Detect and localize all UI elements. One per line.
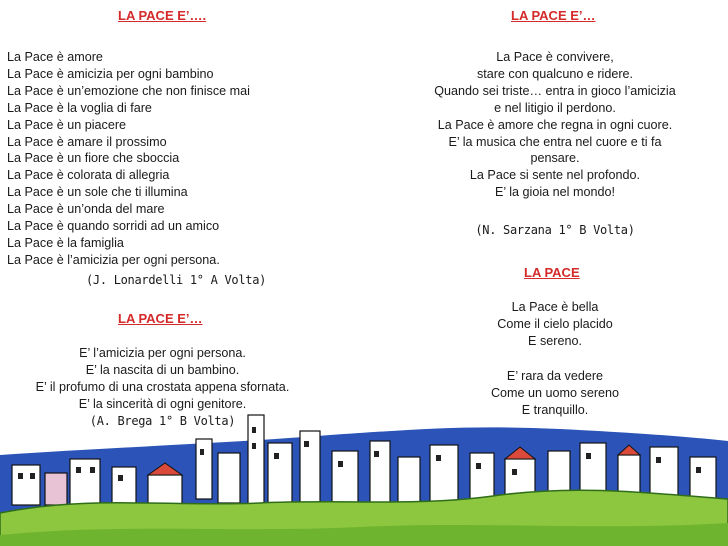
poem3-line: La Pace si sente nel profondo.: [469, 168, 641, 183]
poem4-line: E’ rara da vedere: [506, 369, 604, 383]
poem1-line: La Pace è l’amicizia per ogni persona.: [7, 252, 220, 267]
poem2-line: E’ l’amicizia per ogni persona.: [79, 346, 246, 360]
poem4-stanza1: [410, 299, 700, 350]
poem4-line: Come un uomo sereno: [490, 385, 620, 400]
poem4-line: Come il cielo placido: [497, 316, 613, 331]
poem2-line: E’ la sincerità di ogni genitore.: [78, 396, 247, 411]
poem1-line: La Pace è un sole che ti illumina: [7, 185, 188, 200]
poem1-line: La Pace è un’emozione che non finisce mai: [7, 83, 250, 98]
poem3-line: E’ la gioia nel mondo!: [495, 185, 615, 200]
village-illustration: [0, 395, 728, 546]
poem1-line: La Pace è la famiglia: [7, 235, 124, 250]
poem4-line: E tranquillo.: [521, 402, 589, 417]
poem1-line: La Pace è un fiore che sboccia: [7, 151, 180, 166]
poem3-line: stare con qualcuno e ridere.: [476, 66, 634, 81]
poem3-line: E’ la musica che entra nel cuore e ti fa: [448, 134, 662, 149]
poem3-line: La Pace è convivere,: [496, 50, 614, 64]
poem3-line: La Pace è amore che regna in ogni cuore.: [437, 117, 673, 132]
poem4-title: LA PACE: [524, 265, 580, 280]
poem1-body: [7, 49, 250, 269]
poem1-line: La Pace è la voglia di fare: [7, 100, 152, 115]
poem1-line: La Pace è amicizia per ogni bambino: [7, 66, 214, 81]
poem3-author: (N. Sarzana 1° B Volta): [475, 223, 635, 237]
poem1-line: La Pace è amore: [7, 50, 103, 64]
poem1-line: La Pace è un piacere: [7, 117, 127, 132]
poem3-line: e nel litigio il perdono.: [494, 100, 616, 115]
poem3-line: pensare.: [530, 151, 580, 166]
poem2-line: E’ il profumo di una crostata appena sfornata.: [35, 379, 290, 394]
poem1-title: LA PACE E’….: [118, 8, 207, 23]
poem1-line: La Pace è amare il prossimo: [7, 134, 167, 149]
poem2-author: (A. Brega 1° B Volta): [89, 414, 236, 428]
poem1-line: La Pace è un’onda del mare: [7, 202, 165, 217]
poem1-line: La Pace è colorata di allegria: [7, 168, 170, 183]
poem4-line: La Pace è bella: [511, 300, 599, 314]
poem2-line: E’ la nascita di un bambino.: [85, 362, 240, 377]
poem2-title: LA PACE E’…: [118, 311, 203, 326]
poem1-author: (J. Lonardelli 1° A Volta): [86, 273, 267, 287]
poem1-line: La Pace è quando sorridi ad un amico: [7, 219, 220, 234]
poem3-line: Quando sei triste… entra in gioco l’amicizia: [434, 83, 676, 98]
poem3-body: [410, 49, 700, 201]
poem4-line: E sereno.: [528, 333, 582, 348]
poem3-title: LA PACE E’…: [511, 8, 596, 23]
